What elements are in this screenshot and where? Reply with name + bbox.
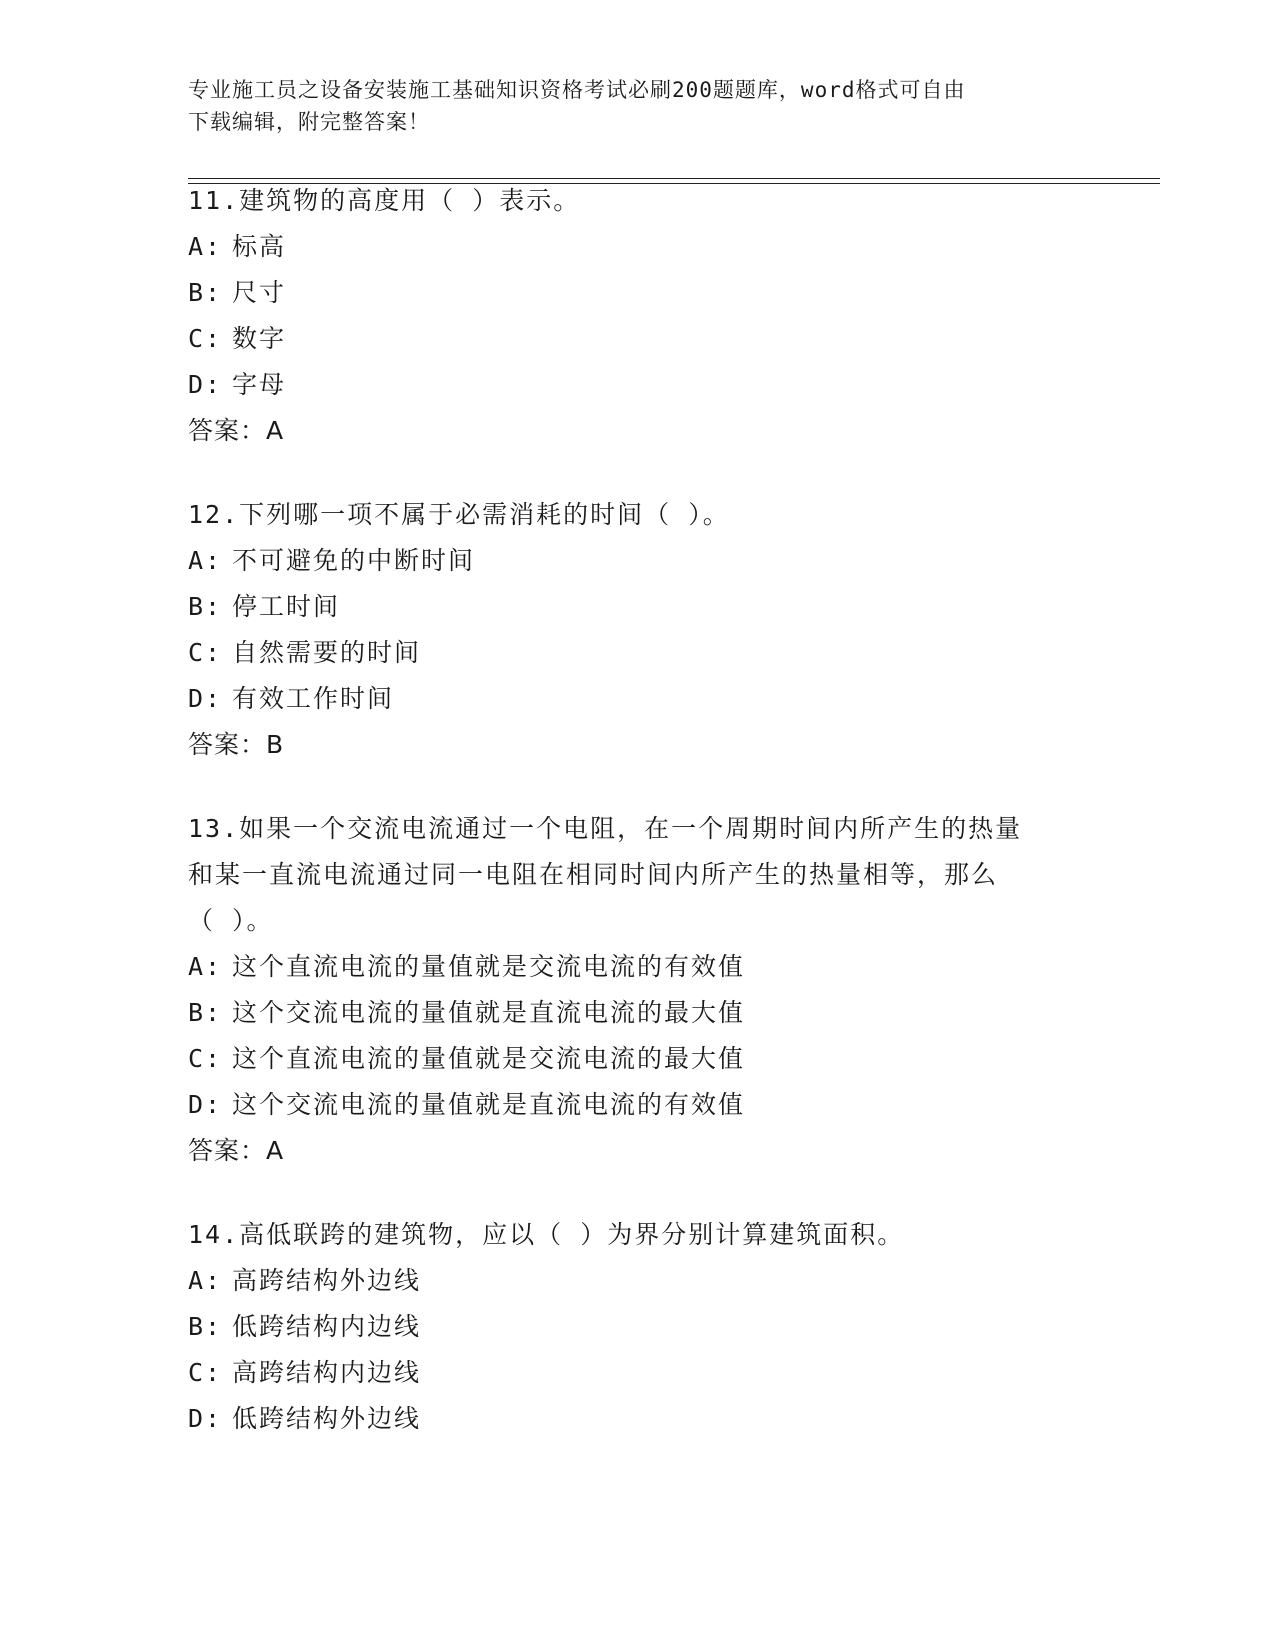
option-label: B:: [188, 278, 223, 307]
option-label: D:: [188, 1404, 223, 1433]
question-stem-line: 和某一直流电流通过同一电阻在相同时间内所产生的热量相等，那么: [188, 860, 999, 889]
question-13: [188, 806, 1088, 1174]
option-b: [188, 990, 1088, 1036]
option-text: 尺寸: [232, 278, 287, 307]
question-stem-line: （ ）。: [188, 906, 274, 935]
answer: 答案：A: [188, 416, 285, 445]
question-stem: 14.高低联跨的建筑物，应以（ ）为界分别计算建筑面积。: [188, 1220, 905, 1249]
option-label: A:: [188, 952, 223, 981]
option-c: [188, 316, 1088, 362]
option-text: 低跨结构外边线: [232, 1404, 422, 1433]
question-12: [188, 492, 1088, 768]
option-text: 自然需要的时间: [232, 638, 422, 667]
option-d: [188, 676, 1088, 722]
option-d: [188, 1082, 1088, 1128]
option-label: B:: [188, 592, 223, 621]
question-stem-line: 13.如果一个交流电流通过一个电阻，在一个周期时间内所产生的热量: [188, 814, 1023, 843]
option-text: 标高: [232, 232, 287, 261]
option-label: D:: [188, 370, 223, 399]
option-text: 这个直流电流的量值就是交流电流的有效值: [232, 952, 746, 981]
option-label: A:: [188, 232, 223, 261]
option-text: 停工时间: [232, 592, 341, 621]
question-14: [188, 1212, 1088, 1442]
option-label: A:: [188, 546, 223, 575]
option-a: [188, 944, 1088, 990]
question-11: [188, 178, 1088, 454]
option-label: D:: [188, 1090, 223, 1119]
question-stem: 12.下列哪一项不属于必需消耗的时间（ ）。: [188, 500, 730, 529]
option-text: 有效工作时间: [232, 684, 395, 713]
option-label: B:: [188, 998, 223, 1027]
option-label: A:: [188, 1266, 223, 1295]
answer: 答案：B: [188, 730, 285, 759]
option-label: D:: [188, 684, 223, 713]
option-d: [188, 1396, 1088, 1442]
option-text: 数字: [232, 324, 287, 353]
option-c: [188, 1036, 1088, 1082]
option-label: C:: [188, 638, 223, 667]
option-c: [188, 630, 1088, 676]
option-text: 这个直流电流的量值就是交流电流的最大值: [232, 1044, 746, 1073]
option-a: [188, 538, 1088, 584]
option-text: 高跨结构内边线: [232, 1358, 422, 1387]
header-line-1: 专业施工员之设备安装施工基础知识资格考试必刷200题题库，word格式可自由: [188, 78, 966, 102]
option-b: [188, 584, 1088, 630]
question-stem: 11.建筑物的高度用（ ）表示。: [188, 186, 581, 215]
header-line-2: 下载编辑，附完整答案！: [188, 110, 430, 134]
option-text: 高跨结构外边线: [232, 1266, 422, 1295]
option-text: 低跨结构内边线: [232, 1312, 422, 1341]
option-label: C:: [188, 1358, 223, 1387]
option-b: [188, 1304, 1088, 1350]
option-label: C:: [188, 324, 223, 353]
option-a: [188, 224, 1088, 270]
option-c: [188, 1350, 1088, 1396]
option-label: C:: [188, 1044, 223, 1073]
option-text: 这个交流电流的量值就是直流电流的最大值: [232, 998, 746, 1027]
option-text: 字母: [232, 370, 287, 399]
option-b: [188, 270, 1088, 316]
document-header: [188, 74, 1088, 138]
option-text: 这个交流电流的量值就是直流电流的有效值: [232, 1090, 746, 1119]
answer: 答案：A: [188, 1136, 285, 1165]
option-text: 不可避免的中断时间: [232, 546, 476, 575]
option-label: B:: [188, 1312, 223, 1341]
option-a: [188, 1258, 1088, 1304]
option-d: [188, 362, 1088, 408]
